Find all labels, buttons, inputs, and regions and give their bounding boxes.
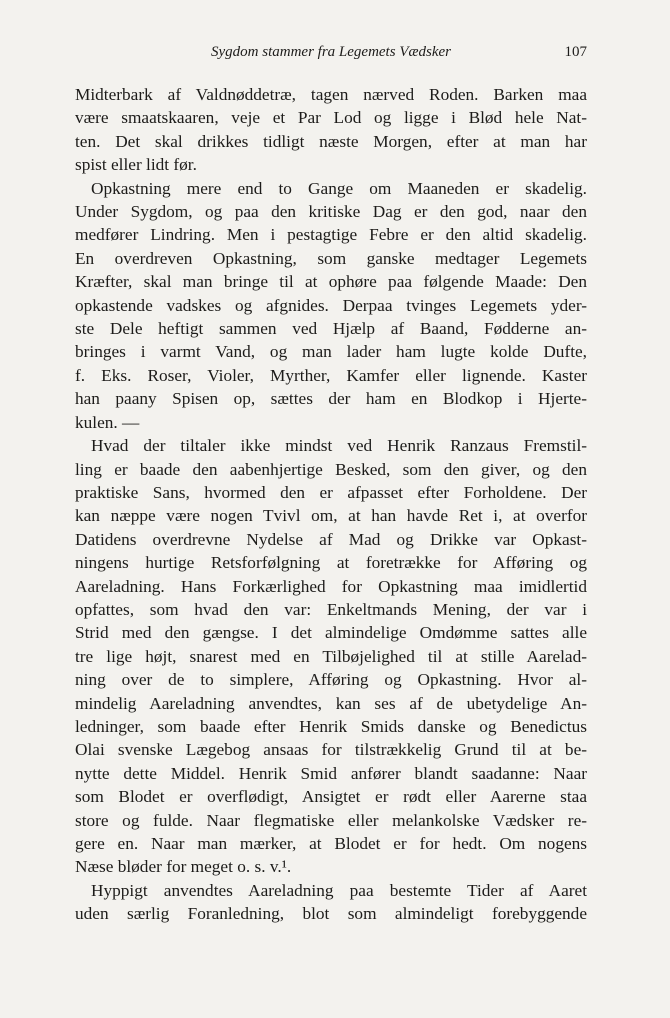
text-line: ling er baade den aabenhjertige Besked, som den giver, og den [75, 459, 587, 479]
text-line: som Blodet er overflødigt, Ansigtet er rødt eller Aarerne staa [75, 787, 587, 807]
text-line: praktiske Sans, hvormed den er afpasset efter Forholdene. Der [75, 482, 587, 502]
text-line: store og fulde. Naar flegmatiske eller melankolske Vædsker re- [75, 810, 587, 830]
text-line: Hyppigt anvendtes Aareladning paa bestemte Tider af Aaret [91, 880, 587, 900]
text-line: bringes i varmt Vand, og man lader ham lugte kolde Dufte, [75, 342, 587, 362]
text-line: ning over de to simplere, Afføring og Opkastning. Hvor al- [75, 670, 587, 690]
text-line: ledninger, som baade efter Henrik Smids danske og Benedictus [75, 716, 587, 736]
text-line: opfattes, som hvad den var: Enkeltmands Mening, der var i [75, 599, 587, 619]
text-line: uden særlig Foranledning, blot som almindeligt forebyggende [75, 904, 587, 924]
text-line: Olai svenske Lægebog ansaas for tilstrækkelig Grund til at be- [75, 740, 587, 760]
text-line: nytte dette Middel. Henrik Smid anfører blandt saadanne: Naar [75, 763, 587, 783]
text-line: ste Dele heftigt sammen ved Hjælp af Baand, Fødderne an- [75, 319, 587, 339]
running-title: Sygdom stammer fra Legemets Vædsker [211, 44, 451, 60]
text-line: Strid med den gængse. I det almindelige Omdømme sattes alle [75, 623, 587, 643]
text-line: Opkastning mere end to Gange om Maaneden er skadelig. [91, 178, 587, 198]
text-line: kulen. — [75, 412, 140, 432]
text-line: Under Sygdom, og paa den kritiske Dag er den god, naar den [75, 202, 587, 222]
text-line: kan næppe være nogen Tvivl om, at han havde Ret i, at overfor [75, 506, 587, 526]
text-line: ningens hurtige Retsforfølgning at foretrække for Afføring og [75, 553, 587, 573]
text-line: Aareladning. Hans Forkærlighed for Opkastning maa imidlertid [75, 576, 587, 596]
page-number: 107 [564, 44, 587, 60]
text-line: ten. Det skal drikkes tidligt næste Morgen, efter at man har [75, 131, 587, 151]
text-line: gere en. Naar man mærker, at Blodet er for hedt. Om nogens [75, 834, 587, 853]
text-line: Næse bløder for meget o. s. v.¹. [75, 857, 292, 877]
text-line: Datidens overdrevne Nydelse af Mad og Drikke var Opkast- [75, 529, 587, 549]
text-line: spist eller lidt før. [75, 155, 197, 175]
text-line: medfører Lindring. Men i pestagtige Febre er den altid skadelig. [75, 225, 587, 245]
text-line: Midterbark af Valdnøddetræ, tagen nærved Roden. Barken maa [75, 85, 587, 104]
text-line: Kræfter, skal man bringe til at ophøre paa følgende Maade: Den [75, 272, 587, 292]
text-line: Hvad der tiltaler ikke mindst ved Henrik Ranzaus Fremstil- [91, 436, 587, 456]
running-head [75, 44, 587, 68]
text-line: f. Eks. Roser, Violer, Myrther, Kamfer eller lignende. Kaster [75, 365, 587, 385]
text-line: mindelig Aareladning anvendtes, kan ses af de ubetydelige An- [75, 693, 587, 713]
text-line: han paany Spisen op, sættes der ham en Blodkop i Hjerte- [75, 389, 587, 409]
body-text [75, 83, 587, 926]
text-line: En overdreven Opkastning, som ganske medtager Legemets [75, 248, 587, 268]
text-line: være smaatskaaren, veje et Par Lod og ligge i Blød hele Nat- [75, 108, 587, 128]
text-line: opkastende vadskes og afgnides. Derpaa tvinges Legemets yder- [75, 295, 587, 315]
text-line: tre lige højt, snarest med en Tilbøjelighed til at stille Aarelad- [75, 646, 587, 666]
